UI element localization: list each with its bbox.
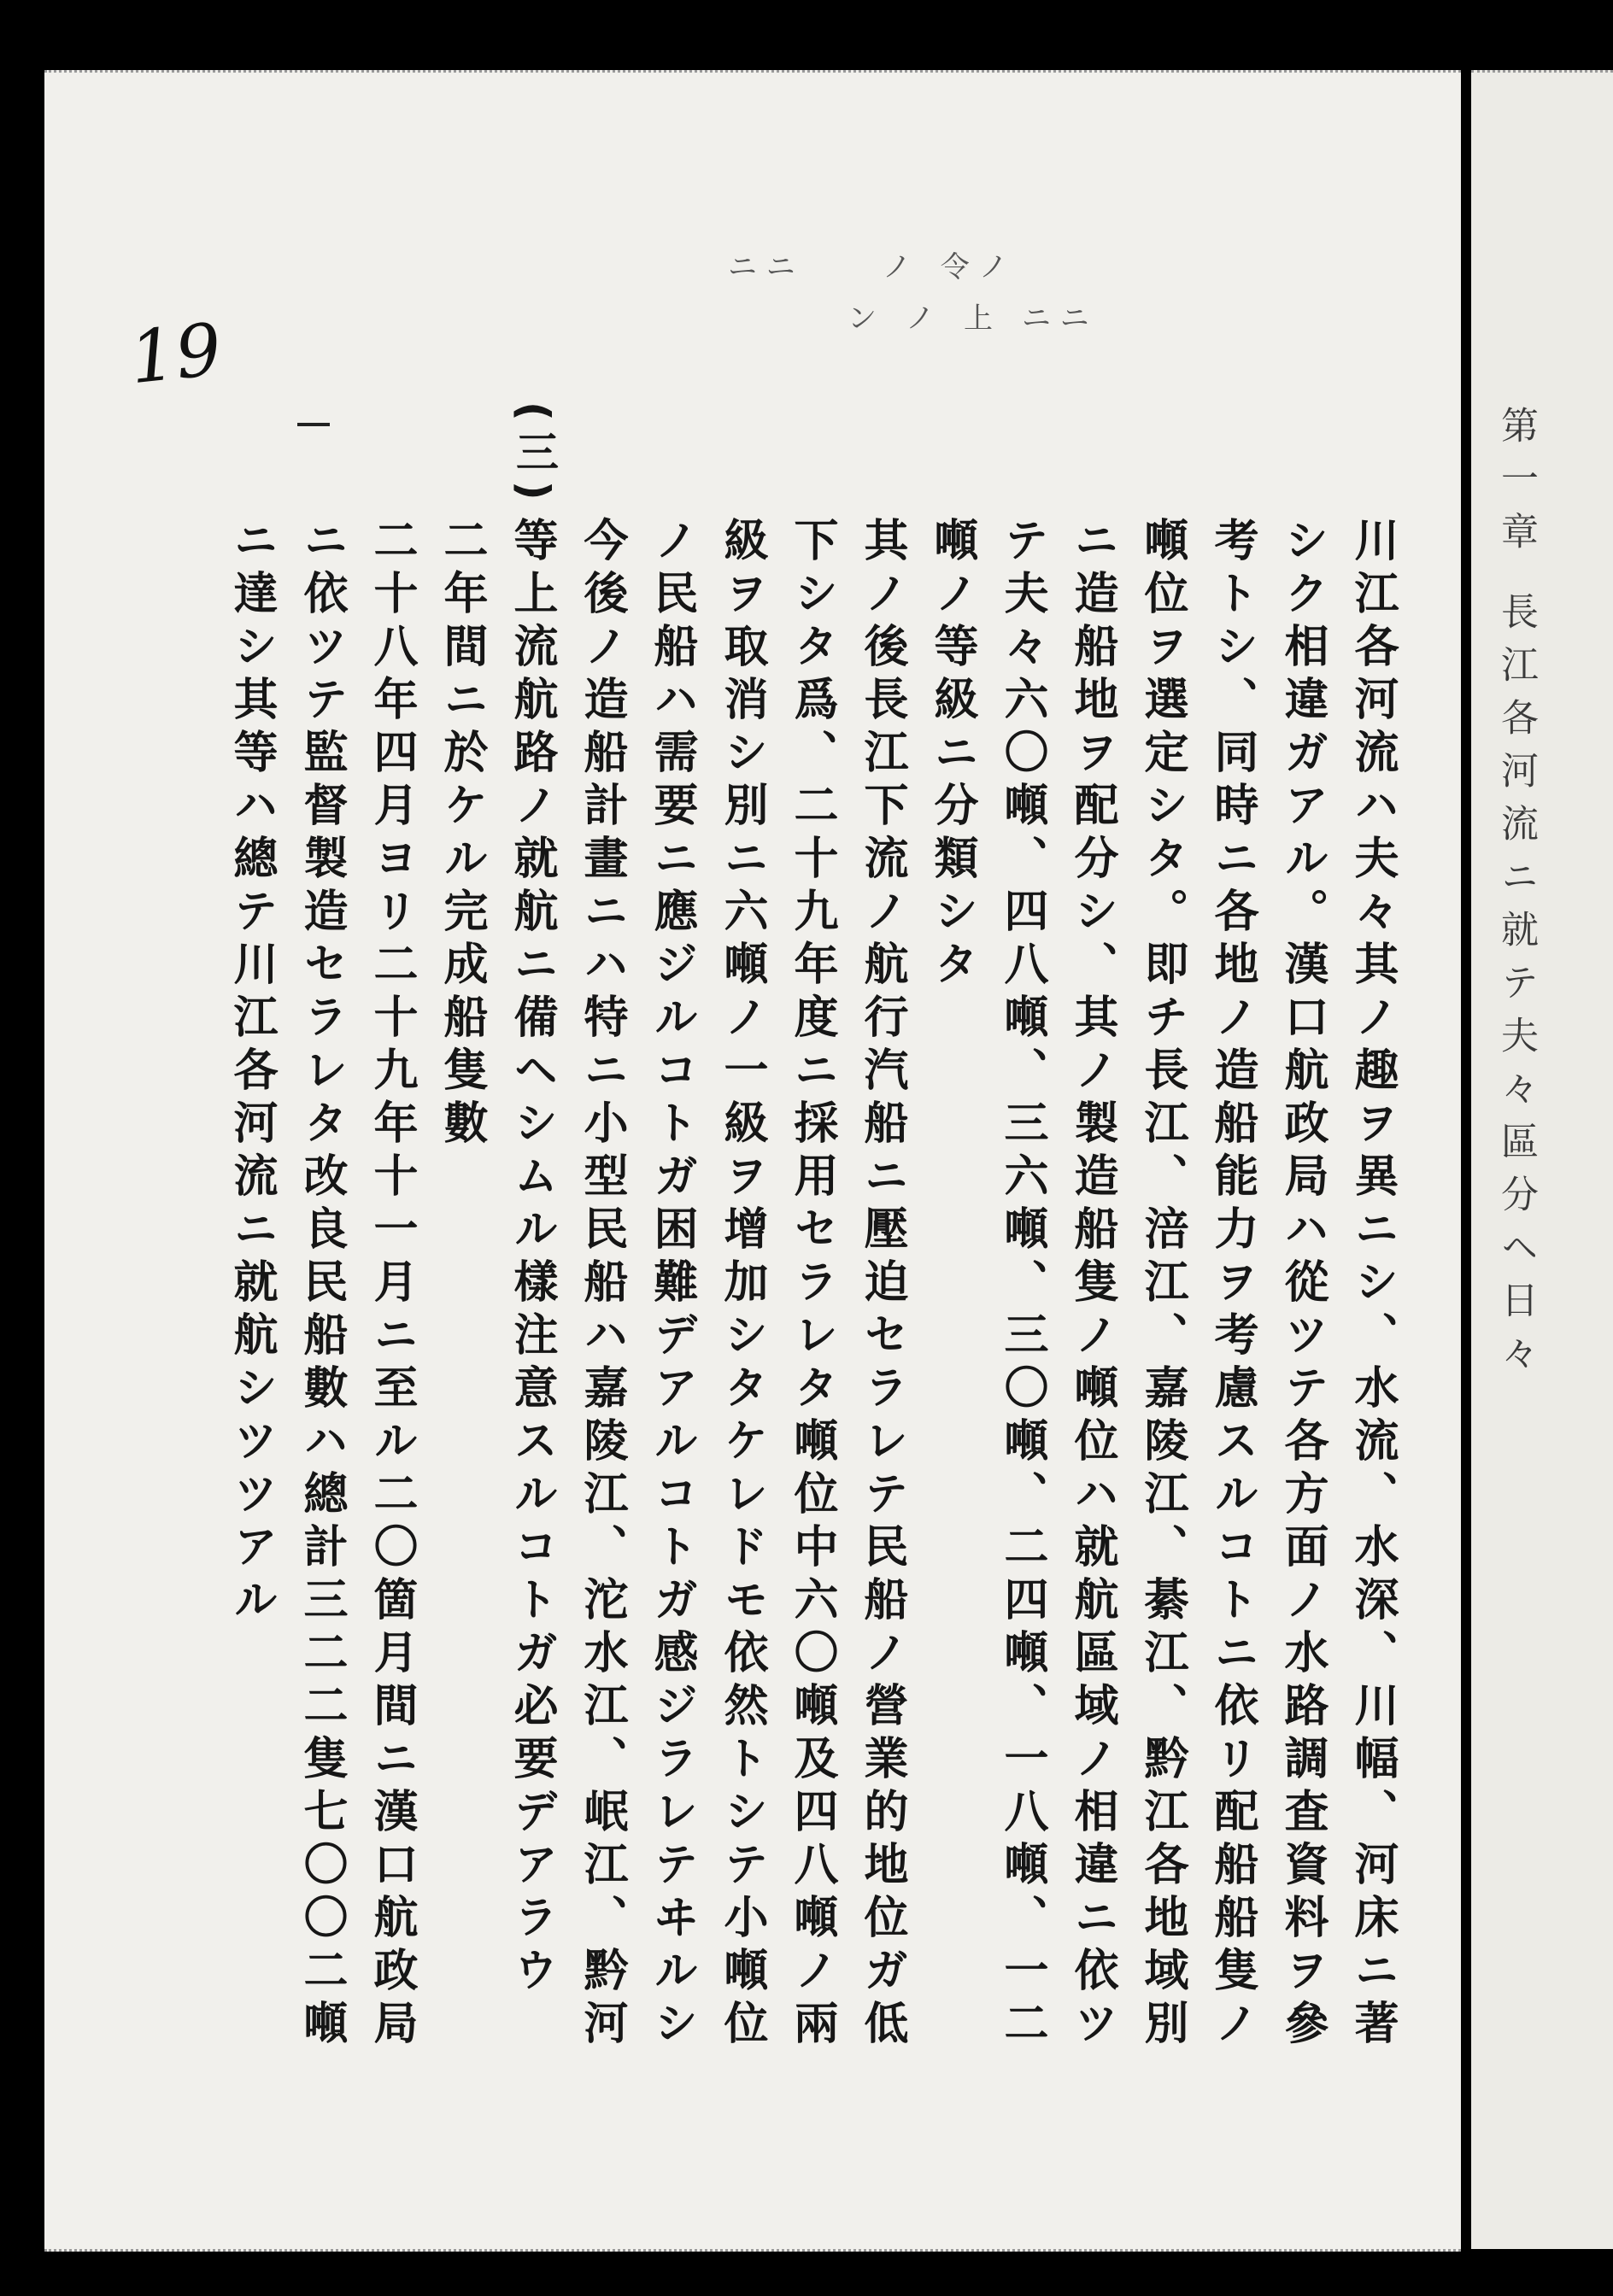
text-column-8: 其ノ後長江下流ノ航行汽船ニ壓迫セラレテ民船ノ營業的地位ガ低 <box>856 517 907 2053</box>
text-column-10: 級ヲ取消シ別ニ六噸ノ一級ヲ增加シタケレドモ依然トシテ小噸位 <box>716 517 767 2053</box>
text-column-3: 考トシ、同時ニ各地ノ造船能力ヲ考慮スルコトニ依リ配船船隻ノ <box>1206 517 1258 2053</box>
text-column-13: 等上流航路ノ就航ニ備ヘシムル樣注意スルコトガ必要デアラウ <box>506 517 557 2000</box>
text-column-12: 今後ノ造船計畫ニハ特ニ小型民船ハ嘉陵江、沱水江、岷江、黔河 <box>576 517 627 2053</box>
text-column-6: テ夫々六〇噸、四八噸、三六噸、三〇噸、二四噸、一八噸、一二 <box>996 517 1047 2053</box>
document-page <box>44 70 1461 2252</box>
text-column-1: 川江各河流ハ夫々其ノ趣ヲ異ニシ、水流、水深、川幅、河床ニ著 <box>1346 517 1398 2053</box>
text-column-4: 噸位ヲ選定シタ。即チ長江、涪江、嘉陵江、綦江、黔江各地域別 <box>1136 517 1188 2053</box>
page-number: 19 <box>126 307 226 401</box>
text-column-17: ニ達シ其等ハ總テ川江各河流ニ就航シツツアル <box>226 517 277 1629</box>
faint-header-marks-a: ニ ニ ノ 令 ノ <box>728 250 1066 284</box>
adjacent-page-text: 第一章 長江各河流ニ就テ夫々區分ヘ日々 <box>1494 406 1538 1386</box>
margin-dash <box>297 423 330 426</box>
section-heading: 二年間ニ於ケル完成船隻數 <box>436 517 487 1152</box>
section-marker: (三) <box>509 401 559 509</box>
text-column-7: 噸ノ等級ニ分類シタ <box>926 517 977 993</box>
text-column-11: ノ民船ハ需要ニ應ジルコトガ困難デアルコトガ感ジラレテヰルシ <box>646 517 697 2053</box>
text-column-16: ニ依ツテ監督製造セラレタ改良民船數ハ總計三二二隻七〇〇二噸 <box>296 517 347 2053</box>
text-column-5: ニ造船地ヲ配分シ、其ノ製造船隻ノ噸位ハ就航區域ノ相違ニ依ツ <box>1066 517 1117 2053</box>
page-divider-rule <box>1463 70 1471 2246</box>
adjacent-page-strip <box>1471 70 1613 2249</box>
text-column-9: 下シタ爲、二十九年度ニ採用セラレタ噸位中六〇噸及四八噸ノ兩 <box>786 517 837 2053</box>
faint-header-marks-b: ン ノ 上 ニ ニ <box>848 302 1089 336</box>
text-column-15: 二十八年四月ヨリ二十九年十一月ニ至ル二〇箇月間ニ漢口航政局 <box>366 517 417 2053</box>
text-column-2: シク相違ガアル。漢口航政局ハ從ツテ各方面ノ水路調査資料ヲ參 <box>1276 517 1328 2053</box>
